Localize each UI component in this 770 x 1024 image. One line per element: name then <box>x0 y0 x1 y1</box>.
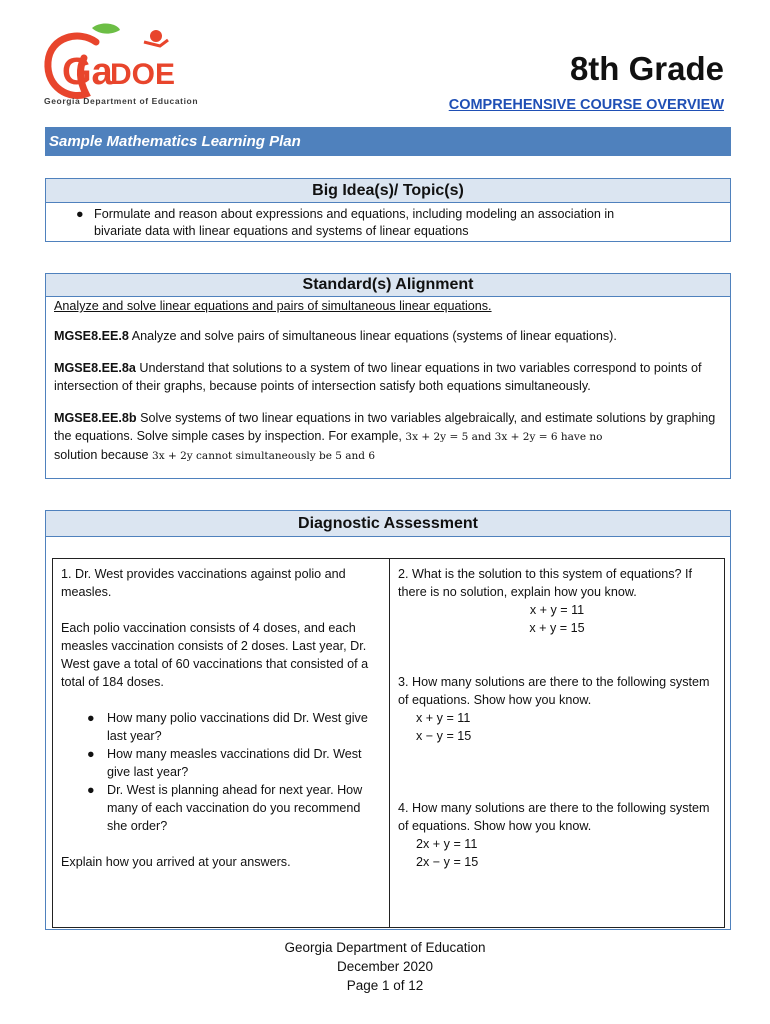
standards-section <box>45 273 731 479</box>
standard-ee8 <box>54 327 722 345</box>
figure-icon <box>150 30 162 42</box>
list-item-text: How many polio vaccinations did Dr. West give last year? <box>107 711 368 743</box>
equation: 2x + y = 11 <box>416 837 478 851</box>
question-cell-right <box>390 559 724 927</box>
standards-heading: Standard(s) Alignment <box>46 274 730 297</box>
standard-text: solution because <box>54 448 153 462</box>
question-1-intro: 1. Dr. West provides vaccinations against polio and measles. <box>61 567 346 599</box>
page-title: 8th Grade <box>569 50 724 87</box>
standard-code: MGSE8.EE.8b <box>54 411 137 425</box>
list-item <box>87 781 381 835</box>
diagnostic-table <box>52 558 725 928</box>
big-idea-line-1: Formulate and reason about expressions and equations, including modeling an association in <box>94 207 615 221</box>
big-idea-line-2: bivariate data with linear equations and systems of linear equations <box>94 224 469 238</box>
standard-code: MGSE8.EE.8a <box>54 361 136 375</box>
question-3-text: 3. How many solutions are there to the following system of equations. Show how you know. <box>398 675 710 707</box>
list-item <box>46 203 730 244</box>
logo-wordmark-ga: Ga <box>62 51 113 93</box>
bullet-icon: ● <box>76 207 84 221</box>
equation: x − y = 15 <box>416 729 472 743</box>
bullet-icon: ● <box>87 747 95 761</box>
standard-ee8a <box>54 359 722 395</box>
math-expression: 3x + 2y cannot simultaneously be 5 and 6 <box>152 450 376 462</box>
math-expression: 3x + 2y = 5 and 3x + 2y = 6 have no <box>405 431 603 443</box>
standard-text: Understand that solutions to a system of two linear equations in two variables correspond to points of intersection of their graphs, because points of intersection satisfy both equations simultaneously. <box>54 361 702 393</box>
standard-text: Analyze and solve pairs of simultaneous linear equations (systems of linear equations). <box>128 329 617 343</box>
equation: x + y = 11 <box>416 711 471 725</box>
logo-wordmark-doe: DOE <box>110 58 176 91</box>
big-idea-section <box>45 178 731 242</box>
question-1-explain: Explain how you arrived at your answers. <box>61 855 291 869</box>
standard-text: Solve systems of two linear equations in two variables algebraically, and estimate solutions by graphing the equations. Solve simple cases by inspection. For example, <box>54 411 716 443</box>
big-idea-heading: Big Idea(s)/ Topic(s) <box>46 179 730 203</box>
equation: 2x − y = 15 <box>416 855 479 869</box>
footer-date: December 2020 <box>336 959 434 974</box>
list-item <box>87 745 381 781</box>
equation: x + y = 15 <box>529 621 585 635</box>
page-footer <box>0 938 770 995</box>
logo-tagline: Georgia Department of Education <box>44 96 199 106</box>
question-4-text: 4. How many solutions are there to the following system of equations. Show how you know. <box>398 801 710 833</box>
list-item-text: How many measles vaccinations did Dr. West give last year? <box>107 747 362 779</box>
diagnostic-heading: Diagnostic Assessment <box>46 511 730 537</box>
standards-intro: Analyze and solve linear equations and pairs of simultaneous linear equations. <box>54 299 492 313</box>
banner: Sample Mathematics Learning Plan <box>45 127 731 156</box>
page-number: Page 1 of 12 <box>346 978 424 993</box>
apple-leaf-icon <box>92 24 120 34</box>
question-1-detail: Each polio vaccination consists of 4 doses, and each measles vaccination consists of 2 doses. Last year, Dr. West gave a total of 60 vaccinations that consisted of a total of 184 doses. <box>61 621 369 689</box>
question-cell-left <box>53 559 390 927</box>
question-1-list <box>61 709 381 835</box>
list-item <box>87 709 381 745</box>
question-2-text: 2. What is the solution to this system of equations? If there is no solution, explain how you know. <box>398 567 693 599</box>
standard-code: MGSE8.EE.8 <box>54 329 129 343</box>
list-item-text: Dr. West is planning ahead for next year. How many of each vaccination do you recommend she order? <box>107 783 363 833</box>
footer-org: Georgia Department of Education <box>284 940 486 955</box>
subtitle-link[interactable]: COMPREHENSIVE COURSE OVERVIEW <box>448 97 724 113</box>
equation: x + y = 11 <box>529 603 585 617</box>
bullet-icon: ● <box>87 711 95 725</box>
standard-ee8b <box>54 409 722 465</box>
bullet-icon: ● <box>87 783 95 797</box>
